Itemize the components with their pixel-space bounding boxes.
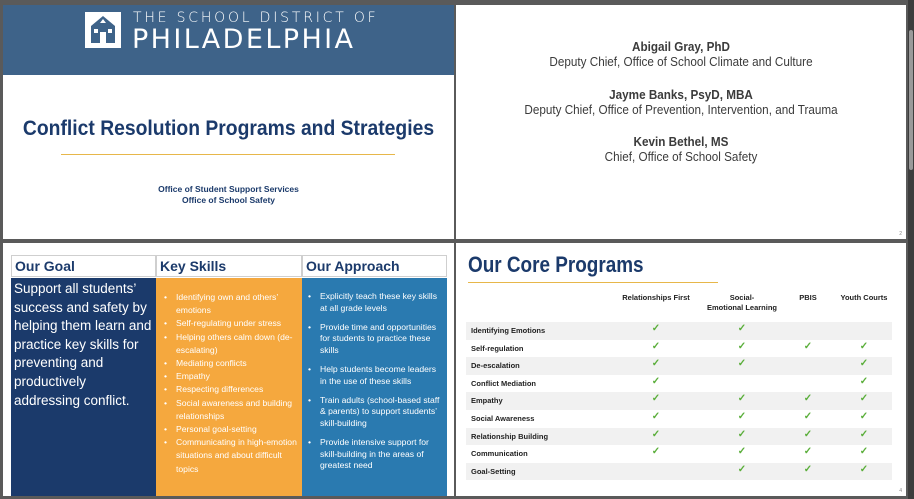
office-list	[3, 184, 454, 205]
table-row	[466, 322, 892, 340]
skill-item: • Helping others calm down (de-escalating)	[164, 331, 298, 357]
column-header-goal: Our Goal	[11, 255, 156, 277]
slide-title: Conflict Resolution Programs and Strategies	[22, 117, 435, 140]
table-row	[466, 445, 892, 463]
skill-label: Social Awareness	[471, 414, 535, 423]
approach-item: • Train adults (school-based staff & parents) to support students’ skill-building	[308, 395, 443, 430]
checkmark-icon: ✓	[859, 446, 869, 458]
program-header: PBIS	[799, 293, 817, 302]
slide-2-thumbnail[interactable]	[456, 5, 906, 239]
table-row	[466, 463, 892, 481]
school-building-icon	[85, 12, 121, 48]
skill-label: Empathy	[471, 396, 503, 406]
approach-panel	[302, 278, 447, 496]
checkmark-icon: ✓	[737, 393, 747, 405]
skill-label: Relationship Building	[471, 431, 549, 441]
slide-4-thumbnail[interactable]	[456, 243, 906, 496]
table-row	[466, 375, 892, 393]
checkmark-icon: ✓	[651, 446, 661, 458]
checkmark-icon: ✓	[859, 375, 869, 387]
skill-item: • Communicating in high-emotion situations and about difficult topics	[164, 436, 298, 476]
column-header-skills: Key Skills	[156, 255, 302, 277]
skill-item: • Personal goal-setting	[164, 423, 298, 436]
program-header: Relationships First	[622, 293, 690, 302]
skill-item: • Social awareness and building relationships	[164, 397, 298, 423]
title-divider	[61, 154, 395, 155]
checkmark-icon: ✓	[803, 428, 813, 440]
checkmark-icon: ✓	[859, 428, 869, 440]
checkmark-icon: ✓	[651, 375, 661, 387]
checkmark-icon: ✓	[859, 463, 869, 475]
checkmark-icon: ✓	[737, 446, 747, 458]
skill-item: • Self-regulating under stress	[164, 317, 298, 330]
skill-label: Communication	[471, 449, 528, 459]
checkmark-icon: ✓	[737, 463, 747, 475]
checkmark-icon: ✓	[651, 340, 661, 352]
logo-text-bottom: PHILADELPHIA	[132, 24, 356, 55]
checkmark-icon: ✓	[737, 411, 747, 422]
district-banner	[3, 5, 454, 75]
slide-1-thumbnail[interactable]	[3, 5, 454, 239]
checkmark-icon: ✓	[859, 411, 869, 422]
table-row	[466, 357, 892, 375]
skill-label: Conflict Mediation	[471, 378, 536, 388]
checkmark-icon: ✓	[651, 393, 661, 405]
table-row	[466, 392, 892, 410]
checkmark-icon: ✓	[737, 323, 747, 334]
slide-title: Our Core Programs	[468, 252, 644, 277]
column-header-approach: Our Approach	[302, 255, 447, 277]
page-number: 4	[899, 488, 902, 494]
checkmark-icon: ✓	[651, 323, 661, 334]
skill-label: Goal-Setting	[471, 466, 516, 476]
checkmark-icon: ✓	[651, 411, 661, 422]
checkmark-icon: ✓	[651, 428, 661, 440]
office-line: Office of Student Support Services	[158, 184, 299, 194]
presenter-role: Deputy Chief, Office of Prevention, Intervention, and Trauma	[524, 102, 838, 117]
table-row	[466, 410, 892, 428]
presenter-name: Jayme Banks, PsyD, MBA	[609, 87, 753, 102]
checkmark-icon: ✓	[803, 393, 813, 405]
skill-item: • Mediating conflicts	[164, 357, 298, 370]
checkmark-icon: ✓	[737, 340, 747, 352]
skills-panel	[156, 278, 302, 496]
presenter-role: Chief, Office of School Safety	[604, 149, 758, 164]
skill-label: De-escalation	[471, 361, 520, 371]
approach-item: • Provide time and opportunities for students to practice these skills	[308, 322, 443, 357]
checkmark-icon: ✓	[803, 463, 813, 475]
program-header: Youth Courts	[840, 293, 888, 302]
scrollbar-thumb[interactable]	[909, 30, 913, 170]
checkmark-icon: ✓	[859, 358, 869, 370]
approach-item: • Help students become leaders in the use of these skills	[308, 364, 443, 387]
presenter-block	[456, 87, 906, 118]
table-row	[466, 428, 892, 446]
title-divider	[468, 282, 718, 283]
skill-label: Identifying Emotions	[471, 326, 546, 335]
checkmark-icon: ✓	[859, 340, 869, 352]
presenter-block	[456, 39, 906, 70]
checkmark-icon: ✓	[859, 393, 869, 405]
checkmark-icon: ✓	[803, 446, 813, 458]
logo-text-top: THE SCHOOL DISTRICT OF	[133, 10, 379, 26]
skill-label: Self-regulation	[471, 343, 524, 353]
checkmark-icon: ✓	[737, 428, 747, 440]
checkmark-icon: ✓	[651, 358, 661, 370]
table-row	[466, 340, 892, 358]
vertical-scrollbar[interactable]	[908, 0, 914, 499]
presenter-name: Abigail Gray, PhD	[632, 39, 730, 54]
program-header: Social- Emotional Learning	[706, 293, 777, 312]
skill-item: • Empathy	[164, 370, 298, 383]
presenter-name: Kevin Bethel, MS	[633, 134, 729, 149]
office-line: Office of School Safety	[181, 194, 276, 205]
checkmark-icon: ✓	[803, 340, 813, 352]
checkmark-icon: ✓	[737, 358, 747, 370]
page-number: 2	[899, 231, 902, 237]
skill-item: • Identifying own and others’ emotions	[164, 291, 298, 317]
presenter-role: Deputy Chief, Office of School Climate and Culture	[549, 54, 813, 69]
goal-text: Support all students’ success and safety by helping them learn and practice key skills for preventing and productively addressing conflict.	[11, 278, 156, 496]
slide-3-thumbnail[interactable]	[3, 243, 454, 496]
presenter-block	[456, 134, 906, 165]
approach-item: • Provide intensive support for skill-building in the areas of greatest need	[308, 437, 443, 472]
approach-item: • Explicitly teach these key skills at all grade levels	[308, 291, 443, 314]
skill-item: • Respecting differences	[164, 383, 298, 396]
checkmark-icon: ✓	[803, 411, 813, 422]
